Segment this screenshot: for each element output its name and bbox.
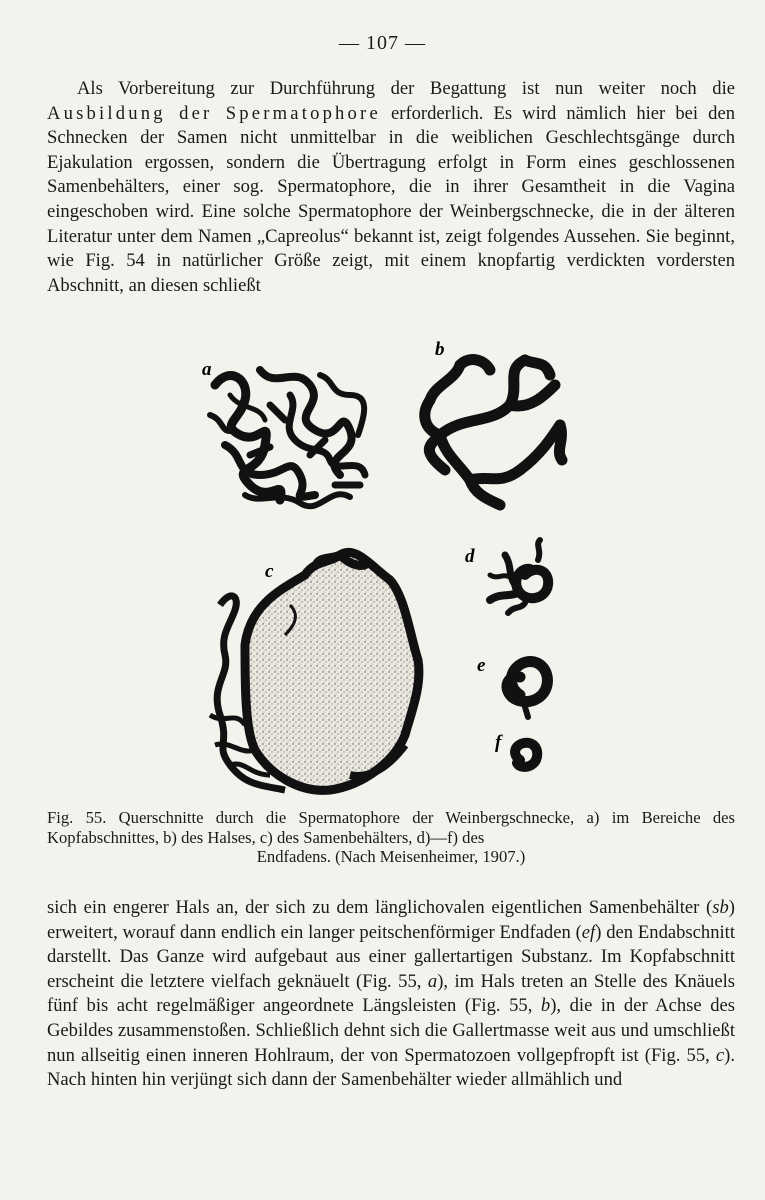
text-run: sich ein engerer Hals an, der sich zu dem länglichovalen eigentlichen Samenbehälter ( xyxy=(47,897,713,918)
section-f-end-thread xyxy=(515,743,537,767)
text-run: ) erweitert, worauf dann endlich ein langer peitschenförmiger Endfaden ( xyxy=(47,897,735,943)
text-run: ) den Endabschnitt darstellt. Das Ganze wird aufgebaut aus einer gallertartigen Substanz. Im Kopfabschnitt erscheint die letztere vielfach geknäuelt (Fig. 55, xyxy=(47,921,736,992)
label-d: d xyxy=(465,546,475,567)
section-d-end-thread xyxy=(490,540,548,613)
caption-line-3: Endfadens. (Nach Meisenheimer, 1907.) xyxy=(256,847,526,866)
paragraph-top xyxy=(47,77,735,298)
paragraph-bottom-text xyxy=(47,896,735,1093)
paragraph-bottom xyxy=(47,896,735,1093)
text-run: ). Nach hinten hin verjüngt sich dann der Samenbehälter wieder allmählich und xyxy=(47,1044,735,1091)
label-e: e xyxy=(477,655,486,676)
figure-55 xyxy=(190,335,590,805)
label-a: a xyxy=(202,359,212,380)
fig-ref-a: a xyxy=(427,970,438,992)
spaced-emphasis: Ausbildung der Spermatophore xyxy=(47,102,381,124)
abbr-sb: sb xyxy=(712,897,729,918)
text-run: Als Vorbereitung zur Durchführung der Begattung ist nun weiter noch die xyxy=(77,78,735,99)
caption-line-2: a) im Bereiche des Kopfabschnittes, b) des Halses, c) des Samenbehälters, d)—f) des xyxy=(47,808,736,847)
paragraph-top-text xyxy=(47,77,735,298)
fig-ref-b: b xyxy=(540,995,551,1017)
text-run: erforderlich. Es wird nämlich hier bei den Schnecken der Samen nicht unmittelbar in die weiblichen Geschlechtsgänge durch Ejakulation ergossen, sondern die Übertragung erfolgt in Form eines geschlossenen Samenbehälters, einer sog. Spermatophore, die in ihrer Gesamtheit in die Vagina eingeschoben wird. Eine solche Spermatophore der Weinbergschnecke, die in der älteren Literatur unter dem Namen „Capreolus“ bekannt ist, zeigt folgendes Aussehen. Sie beginnt, wie Fig. 54 in natürlicher Größe zeigt, mit einem knopfartig verdickten vordersten Abschnitt, an diesen schließt xyxy=(47,102,735,296)
section-c-sperm-container xyxy=(210,552,419,790)
caption-line-1: Fig. 55. Querschnitte durch die Spermatophore der Weinbergschnecke, xyxy=(47,808,575,827)
text-run: ), im Hals treten an Stelle des Knäuels fünf bis acht regelmäßiger angeordnete Längsleisten (Fig. 55, xyxy=(47,970,735,1017)
page-number: — 107 — xyxy=(339,32,426,54)
section-b-neck xyxy=(425,360,562,505)
section-a-head xyxy=(210,370,365,506)
text-run: ), die in der Achse des Gebildes zusammenstoßen. Schließlich dehnt sich die Gallertmasse weit aus und umschließt nun allseitig einen inneren Hohlraum, der von Spermatozoen vollgepfropft ist (Fig. 55, xyxy=(47,995,735,1066)
section-e-end-thread xyxy=(507,662,548,717)
figure-55-drawing xyxy=(190,335,590,805)
abbr-ef: ef xyxy=(581,921,596,943)
figure-caption xyxy=(47,808,735,867)
fig-ref-c: c xyxy=(715,1044,725,1066)
label-b: b xyxy=(435,339,445,360)
label-c: c xyxy=(265,561,274,582)
label-f: f xyxy=(495,732,502,753)
